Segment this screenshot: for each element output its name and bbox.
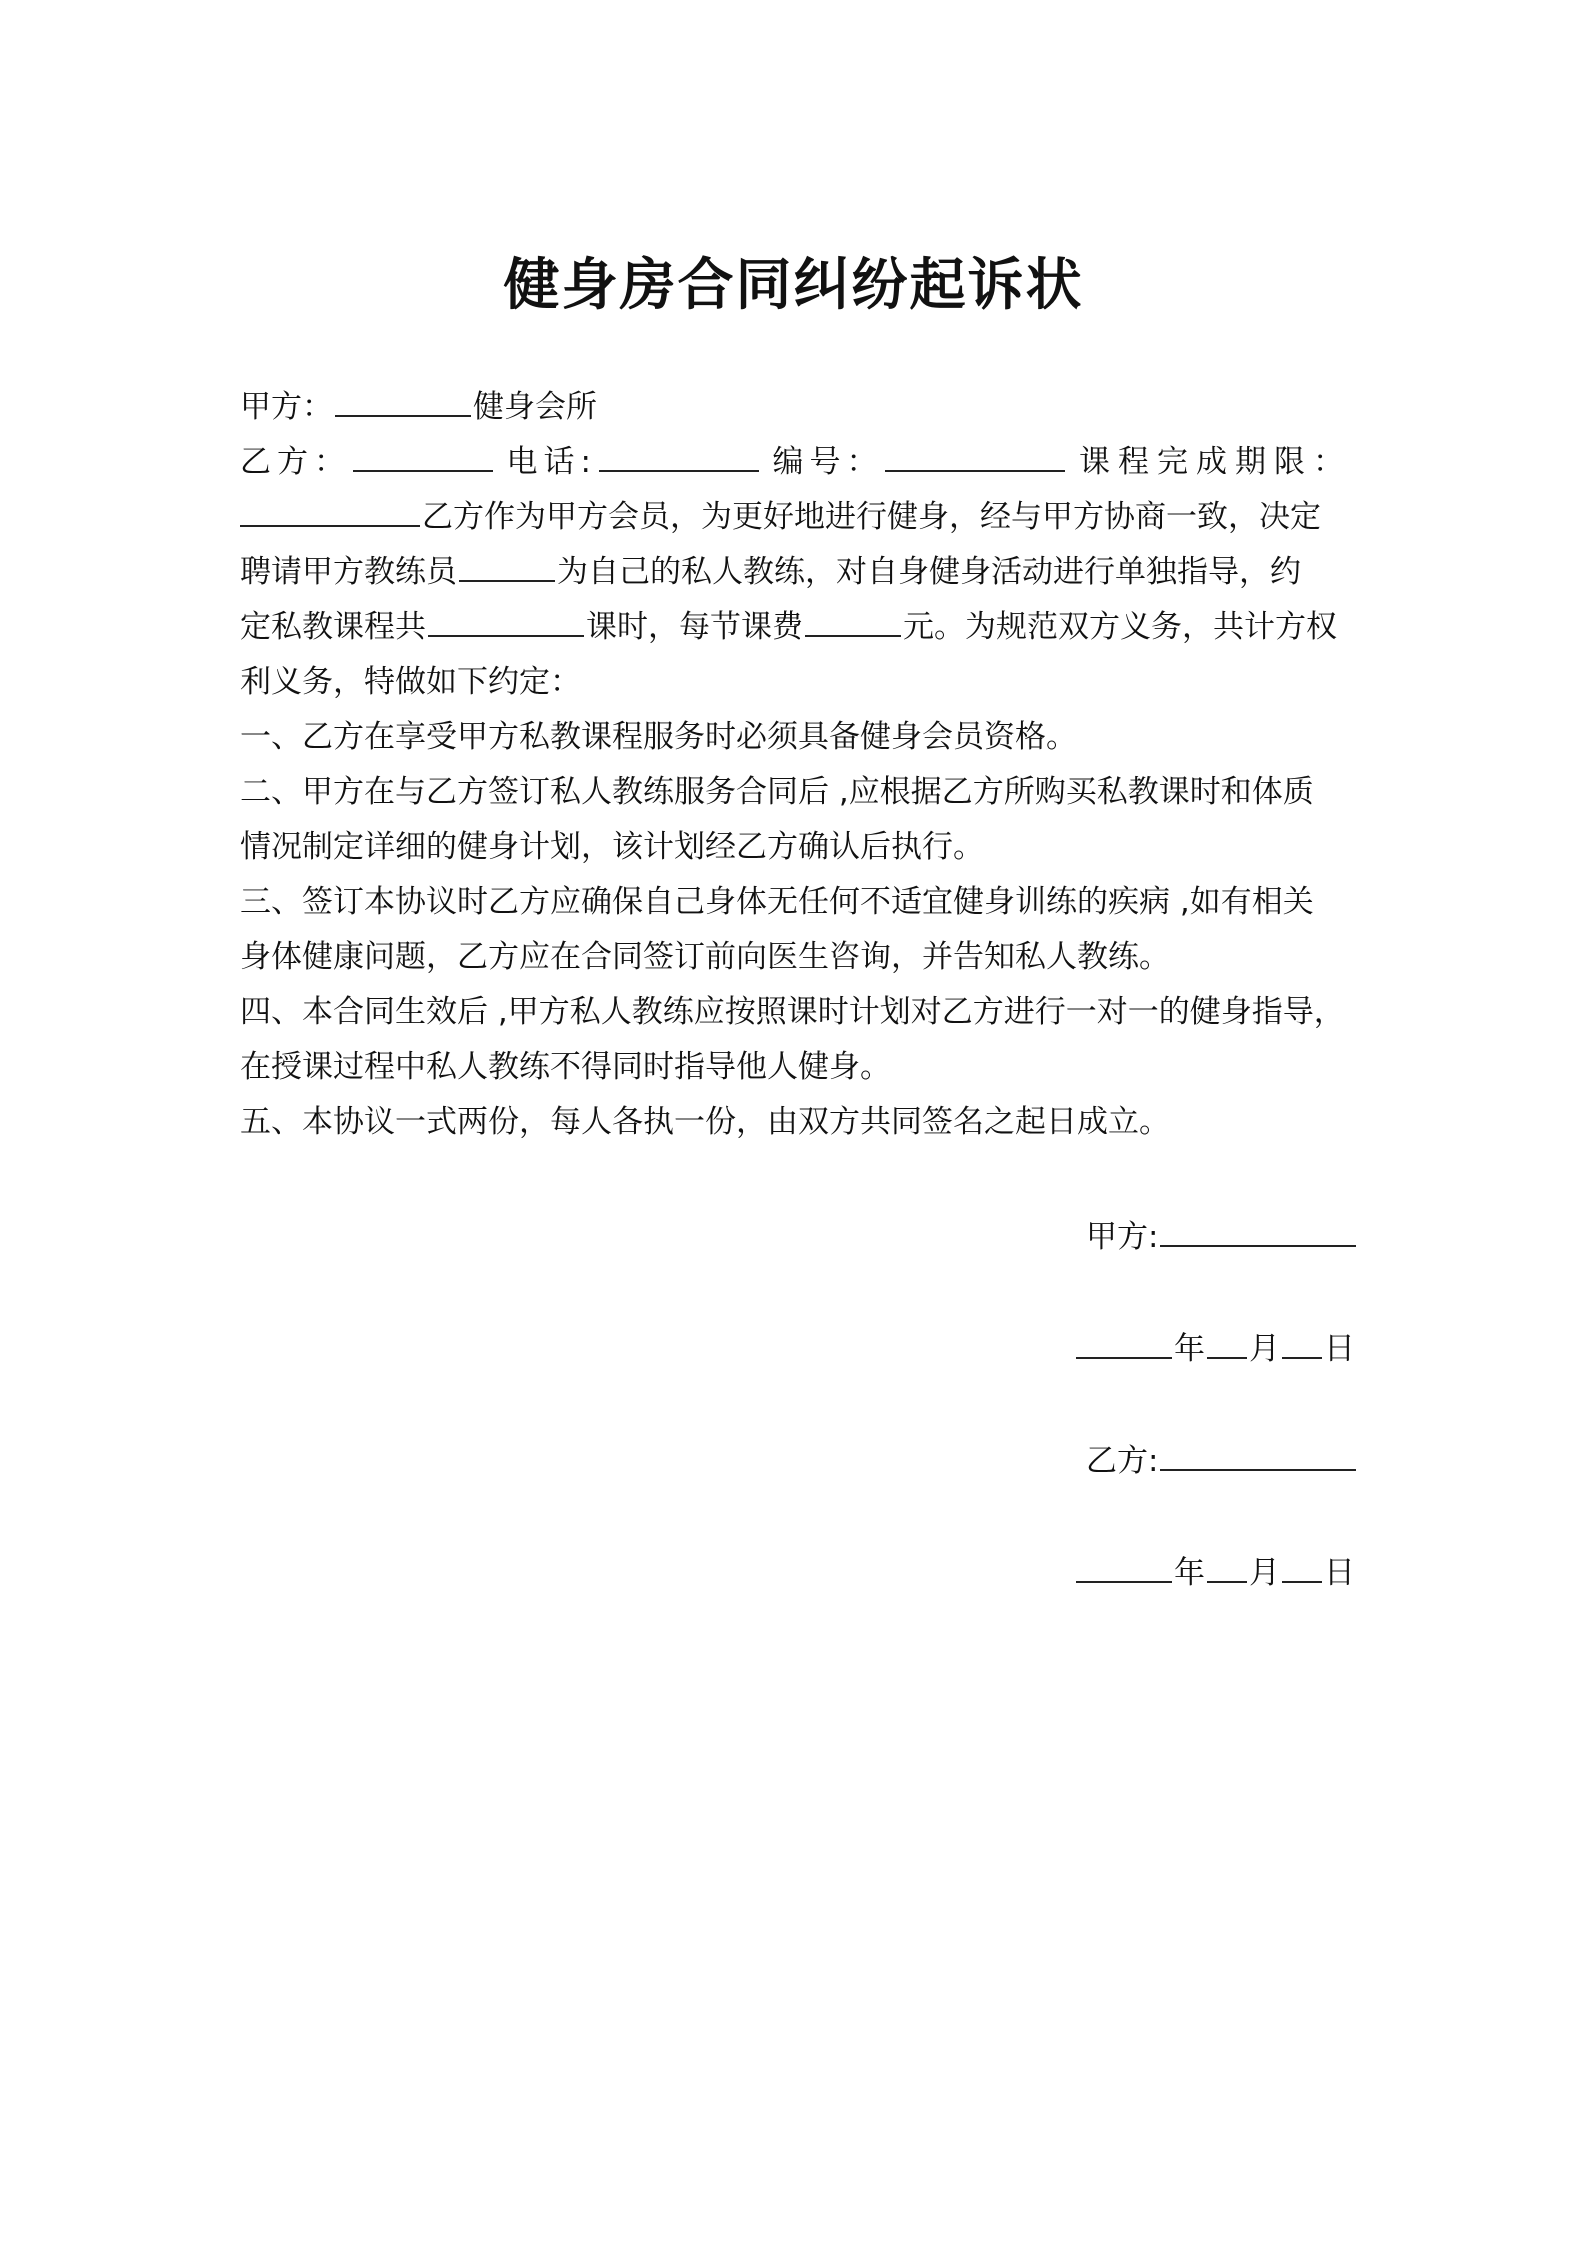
party-a-label: 甲方： (240, 389, 333, 425)
party-a-day-blank[interactable] (1282, 1327, 1322, 1359)
intro-line-3-text: 乙方作为甲方会员，为更好地进行健身，经与甲方协商一致，决定 (422, 499, 1321, 535)
contract-body (240, 380, 1360, 1150)
intro-line-3 (240, 490, 1360, 545)
party-a-signature-blank[interactable] (1160, 1215, 1356, 1247)
party-a-line (240, 380, 1360, 435)
party-b-field (240, 435, 495, 490)
number-label: 编号： (772, 444, 884, 480)
intro-line-5-prefix: 定私教课程共 (240, 609, 426, 645)
intro-line-5-mid: 课时，每节课费 (586, 609, 803, 645)
party-b-line (240, 435, 1352, 490)
party-a-suffix: 健身会所 (473, 389, 597, 425)
clause-5: 五、本协议一式两份，每人各执一份，由双方共同签名之起日成立。 (240, 1104, 1170, 1140)
party-b-signature (1086, 1434, 1358, 1489)
party-b-name-blank[interactable] (353, 440, 493, 472)
party-a-signature-label: 甲方: (1086, 1219, 1159, 1255)
party-a-year-label: 年 (1174, 1331, 1205, 1367)
intro-line-4 (240, 545, 1360, 600)
party-b-label: 乙方： (240, 444, 351, 480)
party-b-day-label: 日 (1324, 1555, 1355, 1591)
intro-line-5-suffix: 元。为规范双方义务，共计方权 (903, 609, 1337, 645)
party-b-date (1074, 1546, 1355, 1601)
phone-field (507, 435, 761, 490)
clause-1: 一、乙方在享受甲方私教课程服务时必须具备健身会员资格。 (240, 719, 1077, 755)
number-field (772, 435, 1067, 490)
coach-name-blank[interactable] (459, 550, 555, 582)
deadline-label: 课程完成期限： (1079, 444, 1352, 480)
clause-3-line-1: 三、签订本协议时乙方应确保自己身体无任何不适宜健身训练的疾病 ,如有相关 (240, 884, 1314, 920)
party-a-day-label: 日 (1324, 1331, 1355, 1367)
party-a-date (1074, 1322, 1355, 1377)
clause-2-line-1: 二、甲方在与乙方签订私人教练服务合同后 ,应根据乙方所购买私教课时和体质 (240, 774, 1314, 810)
clause-4-line-1: 四、本合同生效后 ,甲方私人教练应按照课时计划对乙方进行一对一的健身指导， (240, 994, 1345, 1030)
party-a-month-label: 月 (1249, 1331, 1280, 1367)
party-a-name-blank[interactable] (335, 385, 471, 417)
party-a-signature (1086, 1210, 1358, 1265)
party-b-signature-label: 乙方: (1086, 1443, 1159, 1479)
intro-line-6: 利义务，特做如下约定： (240, 664, 581, 700)
clause-3-line-2: 身体健康问题，乙方应在合同签订前向医生咨询，并告知私人教练。 (240, 939, 1170, 975)
party-b-month-label: 月 (1249, 1555, 1280, 1591)
intro-line-4-prefix: 聘请甲方教练员 (240, 554, 457, 590)
party-b-day-blank[interactable] (1282, 1551, 1322, 1583)
fee-per-session-blank[interactable] (805, 605, 901, 637)
clause-2-line-2: 情况制定详细的健身计划，该计划经乙方确认后执行。 (240, 829, 984, 865)
party-a-year-blank[interactable] (1076, 1327, 1172, 1359)
deadline-blank[interactable] (240, 495, 420, 527)
party-b-year-label: 年 (1174, 1555, 1205, 1591)
number-blank[interactable] (885, 440, 1065, 472)
intro-line-5 (240, 600, 1360, 655)
party-a-month-blank[interactable] (1207, 1327, 1247, 1359)
phone-blank[interactable] (599, 440, 759, 472)
document-title: 健身房合同纠纷起诉状 (503, 253, 1084, 318)
party-b-signature-blank[interactable] (1160, 1439, 1356, 1471)
course-hours-blank[interactable] (428, 605, 584, 637)
phone-label: 电话: (506, 444, 597, 480)
party-b-month-blank[interactable] (1207, 1551, 1247, 1583)
party-b-year-blank[interactable] (1076, 1551, 1172, 1583)
intro-line-4-suffix: 为自己的私人教练，对自身健身活动进行单独指导，约 (557, 554, 1301, 590)
clause-4-line-2: 在授课过程中私人教练不得同时指导他人健身。 (240, 1049, 891, 1085)
